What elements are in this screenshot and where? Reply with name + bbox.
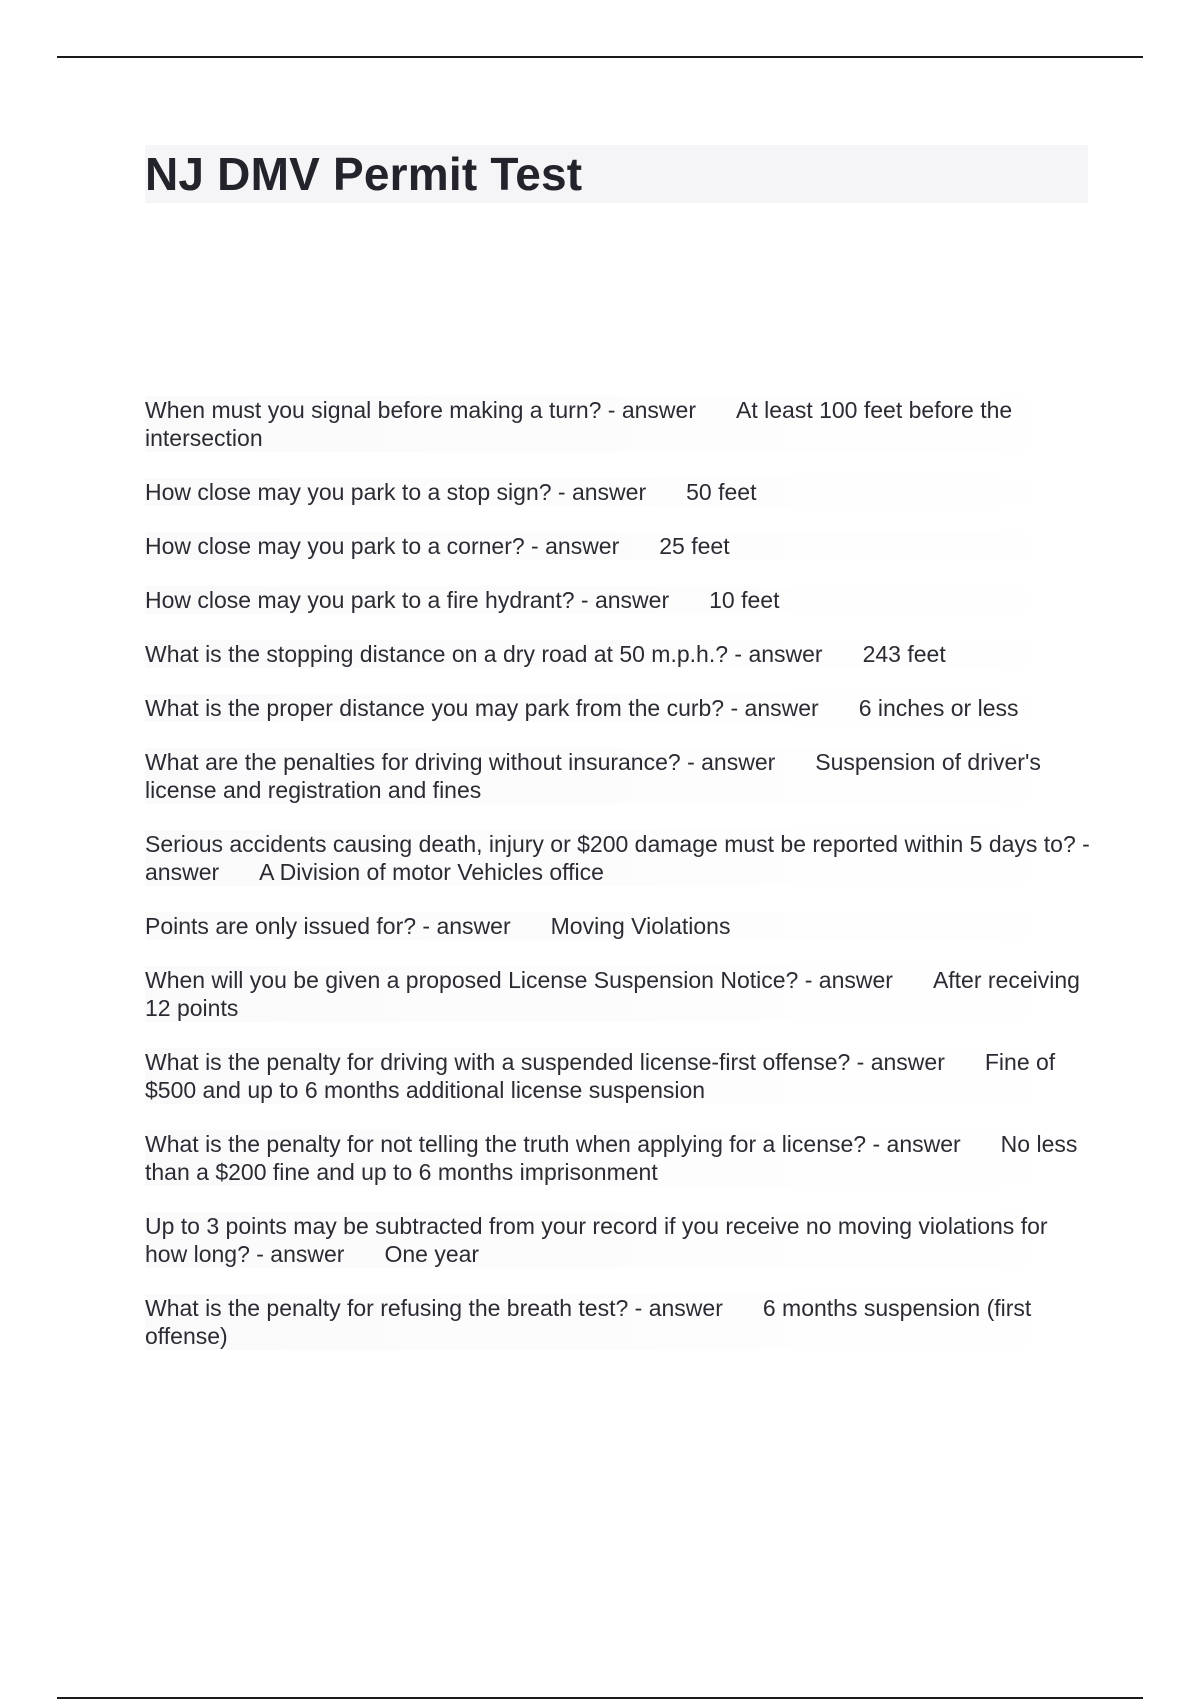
question: Serious accidents causing death, injury or $200 damage must be reported within 5 days to? - answer xyxy=(145,831,1090,885)
qa-item xyxy=(145,1212,1090,1268)
bottom-rule xyxy=(57,1697,1143,1699)
question: What is the proper distance you may park from the curb? - answer xyxy=(145,695,819,721)
qa-item xyxy=(145,830,1090,886)
qa-item xyxy=(145,640,1090,668)
question: Up to 3 points may be subtracted from your record if you receive no moving violations for how long? - answer xyxy=(145,1213,1048,1267)
question: What are the penalties for driving without insurance? - answer xyxy=(145,749,776,775)
answer: After receiving 12 points xyxy=(145,967,1080,1021)
qa-item xyxy=(145,532,1090,560)
question: Points are only issued for? - answer xyxy=(145,913,511,939)
answer: 243 feet xyxy=(862,641,946,667)
answer: One year xyxy=(384,1241,480,1267)
qa-item xyxy=(145,396,1090,452)
question: When will you be given a proposed License Suspension Notice? - answer xyxy=(145,967,893,993)
answer: No less than a $200 fine and up to 6 months imprisonment xyxy=(145,1131,1078,1185)
qa-item xyxy=(145,912,1090,940)
question: What is the stopping distance on a dry road at 50 m.p.h.? - answer xyxy=(145,641,823,667)
question: How close may you park to a corner? - answer xyxy=(145,533,620,559)
qa-item xyxy=(145,748,1090,804)
top-rule xyxy=(57,56,1143,58)
qa-item xyxy=(145,478,1090,506)
answer: At least 100 feet before the intersection xyxy=(145,397,1013,451)
answer: 6 months suspension (first offense) xyxy=(145,1295,1032,1349)
answer: 6 inches or less xyxy=(858,695,1019,721)
question: What is the penalty for driving with a suspended license-first offense? - answer xyxy=(145,1049,945,1075)
answer: 10 feet xyxy=(709,587,780,613)
qa-item xyxy=(145,694,1090,722)
question: What is the penalty for not telling the truth when applying for a license? - answer xyxy=(145,1131,961,1157)
answer: Moving Violations xyxy=(550,913,731,939)
qa-item xyxy=(145,1294,1090,1350)
qa-item xyxy=(145,1130,1090,1186)
question: How close may you park to a stop sign? - answer xyxy=(145,479,647,505)
qa-item xyxy=(145,586,1090,614)
qa-item xyxy=(145,1048,1090,1104)
question: How close may you park to a fire hydrant? - answer xyxy=(145,587,670,613)
answer: Suspension of driver's license and registration and fines xyxy=(145,749,1041,803)
answer: A Division of motor Vehicles office xyxy=(259,859,604,885)
answer: Fine of $500 and up to 6 months additional license suspension xyxy=(145,1049,1056,1103)
qa-item xyxy=(145,966,1090,1022)
question: What is the penalty for refusing the breath test? - answer xyxy=(145,1295,723,1321)
answer: 50 feet xyxy=(686,479,757,505)
page-title: NJ DMV Permit Test xyxy=(145,148,583,200)
question: When must you signal before making a turn? - answer xyxy=(145,397,696,423)
qa-list xyxy=(145,396,1090,1376)
answer: 25 feet xyxy=(659,533,730,559)
